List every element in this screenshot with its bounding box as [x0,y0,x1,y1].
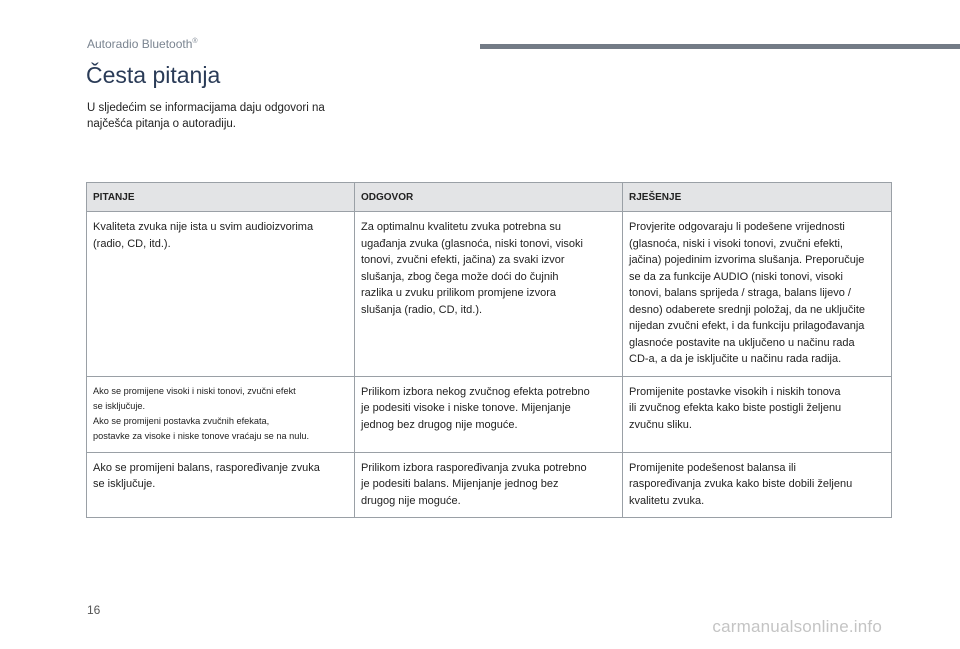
section-title-text: Autoradio Bluetooth [87,37,193,51]
cell-line: Promijenite postavke visokih i niskih tonova [629,385,841,398]
cell-line: CD-a, a da je isključite u načinu rada radija. [629,353,842,365]
table-header-row [87,183,892,212]
answer-cell [355,452,623,518]
intro-line: U sljedećim se informacijama daju odgovori na [87,102,325,114]
faq-table [86,182,892,518]
cell-line: nijedan zvučni efekt, i da funkciju prilagođavanja [629,320,865,332]
cell-line: je podesiti balans. Mijenjanje jednog bez [361,478,559,490]
page-title: Česta pitanja [86,62,221,88]
cell-line: tonovi, balans sprijeda / straga, balans lijevo / [629,287,851,299]
table-row [87,376,892,452]
cell-line: slušanja, zbog čega može doći do čujnih [361,270,559,283]
cell-line: (radio, CD, itd.). [93,237,171,250]
solution-cell [623,212,892,377]
cell-line: ugađanja zvuka (glasnoća, niski tonovi, visoki [361,237,583,250]
cell-line: Ako se promijeni postavka zvučnih efekata, [93,415,270,426]
cell-line: zvučnu sliku. [629,418,692,431]
registered-mark: ® [192,38,198,45]
table-row [87,212,892,377]
section-title [87,37,198,51]
column-header-solution: RJEŠENJE [623,183,892,212]
question-cell [87,452,355,518]
cell-line: tonovi, zvučni efekti, jačina) za svaki izvor [361,254,565,266]
cell-line: desno) odaberete srednji položaj, da ne uključite [629,303,866,316]
intro-paragraph [87,100,357,132]
page-number: 16 [87,603,101,617]
table-row [87,452,892,518]
cell-line: Ako se promijeni balans, raspoređivanje zvuka [93,461,320,474]
cell-line: se da za funkcije AUDIO (niski tonovi, visoki [629,270,843,283]
cell-line: glasnoće postavite na uključeno u načinu rada [629,336,855,349]
watermark: carmanualsonline.info [712,617,882,636]
solution-cell [623,452,892,518]
cell-line: razlika u zvuku prilikom promjene izvora [361,287,557,299]
cell-line: Ako se promijene visoki i niski tonovi, zvučni efekt [93,385,296,396]
cell-line: jačina) pojedinim izvorima slušanja. Preporučuje [629,254,865,266]
solution-cell [623,376,892,452]
cell-line: ili zvučnog efekta kako biste postigli željenu [629,402,842,414]
question-cell [87,376,355,452]
cell-line: Prilikom izbora nekog zvučnog efekta potrebno [361,385,590,398]
cell-line: postavke za visoke i niske tonove vraćaju se na nulu. [93,430,310,441]
intro-line: najčešća pitanja o autoradiju. [87,118,236,130]
answer-cell [355,376,623,452]
answer-cell [355,212,623,377]
cell-line: se isključuje. [93,400,146,411]
cell-line: kvalitetu zvuka. [629,494,705,507]
header-divider [480,44,960,49]
cell-line: jednog bez drugog nije moguće. [361,418,518,431]
question-cell [87,212,355,377]
cell-line: Prilikom izbora raspoređivanja zvuka potrebno [361,461,587,474]
column-header-question: PITANJE [87,183,355,212]
cell-line: slušanja (radio, CD, itd.). [361,303,483,316]
cell-line: Promijenite podešenost balansa ili [629,461,796,474]
cell-line: raspoređivanja zvuka kako biste dobili željenu [629,478,853,490]
cell-line: je podesiti visoke i niske tonove. Mijenjanje [361,402,571,414]
cell-line: drugog nije moguće. [361,494,461,507]
cell-line: Kvaliteta zvuka nije ista u svim audioizvorima [93,221,314,233]
column-header-answer: ODGOVOR [355,183,623,212]
cell-line: (glasnoća, niski i visoki tonovi, zvučni efekti, [629,237,843,250]
cell-line: Za optimalnu kvalitetu zvuka potrebna su [361,221,561,233]
cell-line: se isključuje. [93,478,156,490]
cell-line: Provjerite odgovaraju li podešene vrijednosti [629,221,845,233]
